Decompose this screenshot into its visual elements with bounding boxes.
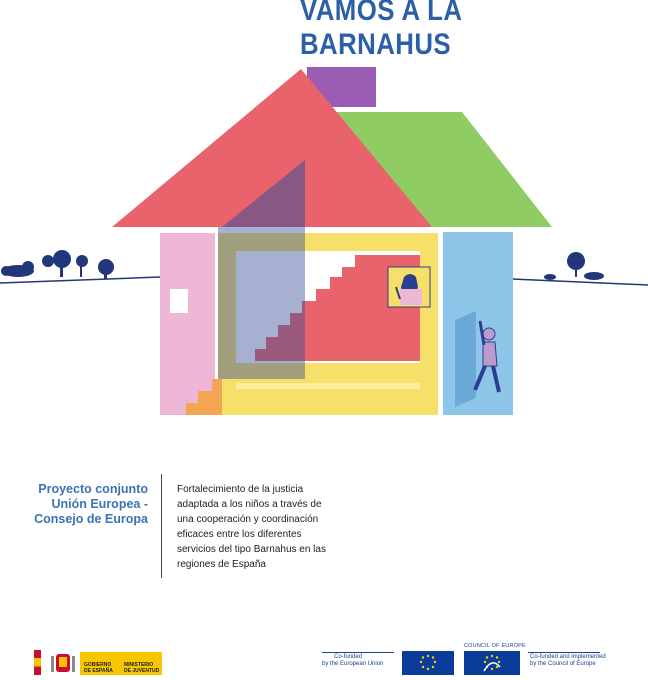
- coe-flag-icon: [464, 651, 520, 675]
- description-line: una cooperación y coordinación: [177, 514, 319, 525]
- document-title: VAMOS A LA BARNAHUS: [300, 0, 462, 61]
- trees-right-icon: [544, 252, 604, 280]
- description-line: Fortalecimiento de la justicia: [177, 484, 304, 495]
- government-text: GOBIERNO DE ESPAÑA: [84, 662, 113, 674]
- eu-text-1: Co-funded: [334, 654, 363, 660]
- project-heading-line: Unión Europea -: [51, 497, 148, 511]
- interior-shadow: [218, 227, 305, 379]
- eu-rule: [322, 652, 394, 653]
- project-heading-line: Consejo de Europa: [34, 512, 148, 526]
- logo-bar: [0, 640, 648, 675]
- coe-text-1: Co-funded and implemented: [530, 654, 606, 660]
- ground-line-left: [0, 277, 160, 283]
- divider: [161, 474, 162, 578]
- window-small: [170, 289, 188, 313]
- eu-flag-icon: [402, 651, 454, 675]
- project-heading-line: Proyecto conjunto: [38, 482, 148, 496]
- spain-flag-icon: [34, 650, 41, 675]
- house-illustration: [0, 55, 648, 425]
- description-line: adaptada a los niños a través de: [177, 499, 322, 510]
- trees-left-icon: [1, 250, 114, 279]
- wall-pink: [160, 233, 215, 415]
- coe-label: COUNCIL OF EUROPE: [464, 643, 526, 649]
- project-description: [177, 482, 327, 572]
- door: [455, 311, 476, 407]
- project-heading: [30, 482, 148, 527]
- coe-text-2: by the Council of Europe: [530, 661, 596, 667]
- coe-rule: [528, 652, 600, 653]
- spain-crest-icon: [50, 652, 76, 675]
- eu-text-2: by the European Union: [322, 661, 384, 667]
- ministry-text: MINISTERIO DE JUVENTUD: [124, 662, 160, 674]
- description-line: regiones de España: [177, 559, 266, 570]
- description-line: servicios del tipo Barnahus en las: [177, 544, 326, 555]
- ground-line-right: [512, 279, 648, 285]
- description-line: eficaces entre los diferentes: [177, 529, 302, 540]
